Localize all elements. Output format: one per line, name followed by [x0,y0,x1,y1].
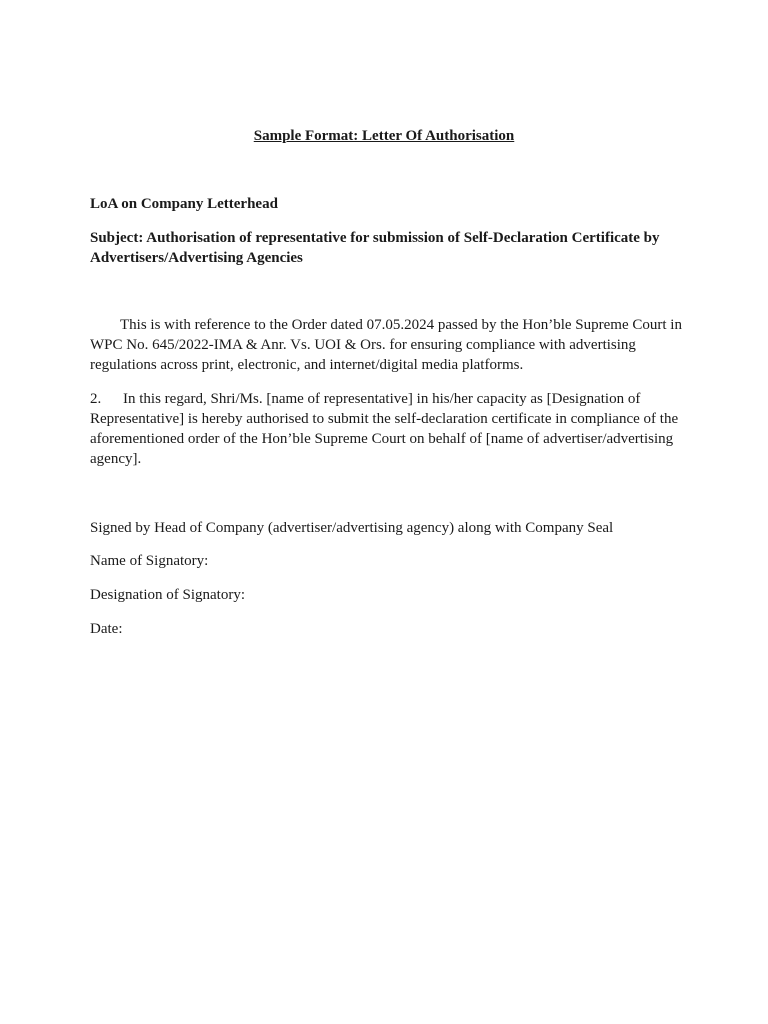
paragraph-reference: This is with reference to the Order dated 07.05.2024 passed by the Hon’ble Supreme Court in WPC No. 645/2022-IMA & Anr. Vs. UOI & Ors. for ensuring compliance with advertising regulations across print, electronic, and internet/digital media platforms. [90,317,682,373]
name-of-signatory-field: Name of Signatory: [90,553,209,569]
signed-by-line: Signed by Head of Company (advertiser/advertising agency) along with Company Seal [90,520,614,536]
date-field: Date: [90,621,123,637]
paragraph-number: 2. [90,391,102,407]
loa-heading: LoA on Company Letterhead [90,196,278,212]
paragraph-authorisation-text: In this regard, Shri/Ms. [name of representative] in his/her capacity as [Designation of Representative] is hereby authorised to submit the self-declaration certificate in compliance of the aforementioned order of the Hon’ble Supreme Court on behalf of [name of advertiser/advertising agency]. [90,391,679,467]
document-title: Sample Format: Letter Of Authorisation [253,128,515,144]
designation-of-signatory-field: Designation of Signatory: [90,587,245,603]
subject-line: Subject: Authorisation of representative for submission of Self-Declaration Certificate by Advertisers/Advertising Agencies [90,230,660,266]
paragraph-authorisation [90,389,686,469]
